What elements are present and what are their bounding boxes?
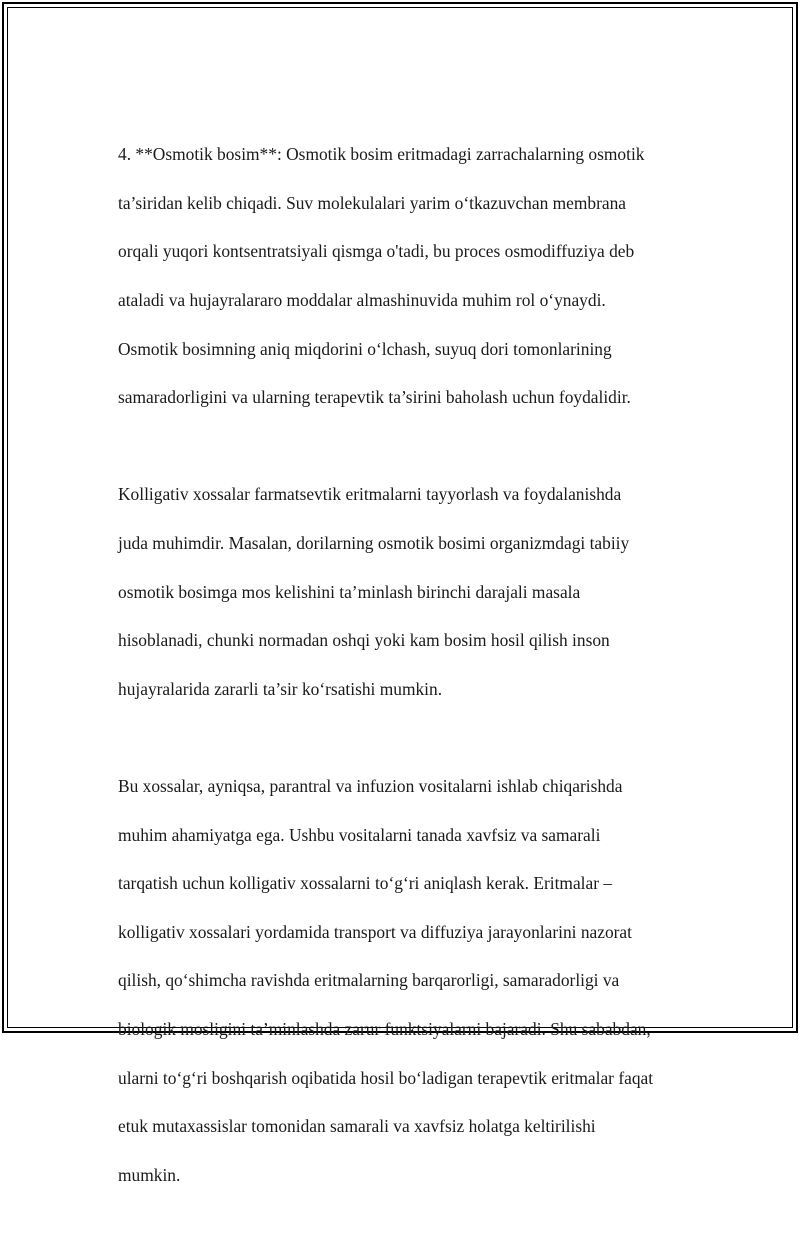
paragraph-osmotic-pressure	[118, 118, 688, 434]
text-line: ularni to‘g‘ri boshqarish oqibatida hosil bo‘ladigan terapevtik eritmalar faqat	[118, 1067, 654, 1088]
text-line: qilish, qo‘shimcha ravishda eritmalarning barqarorligi, samaradorligi va	[118, 970, 620, 991]
text-line: tarqatish uchun kolligativ xossalarni to‘g‘ri aniqlash kerak. Eritmalar –	[118, 873, 613, 894]
text-line: Kolligativ xossalar farmatsevtik eritmalarni tayyorlash va foydalanishda	[118, 484, 622, 505]
text-line: etuk mutaxassislar tomonidan samarali va xavfsiz holatga keltirilishi	[118, 1116, 596, 1137]
text-line: kolligativ xossalari yordamida transport va diffuziya jarayonlarini nazorat	[118, 921, 632, 942]
text-line: muhim ahamiyatga ega. Ushbu vositalarni tanada xavfsiz va samarali	[118, 824, 601, 845]
text-line: Bu xossalar, ayniqsa, parantral va infuzion vositalarni ishlab chiqarishda	[118, 776, 623, 797]
text-line: mumkin.	[118, 1164, 181, 1185]
text-line: ta’siridan kelib chiqadi. Suv molekulalari yarim o‘tkazuvchan membrana	[118, 192, 627, 213]
text-line: ataladi va hujayralararo moddalar almashinuvida muhim rol o‘ynaydi.	[118, 290, 606, 311]
text-line: biologik mosligini ta’minlashda zarur funktsiyalarni bajaradi. Shu sababdan,	[118, 1018, 651, 1039]
text-line: 4. **Osmotik bosim**: Osmotik bosim eritmadagi zarrachalarning osmotik	[118, 144, 645, 165]
paragraph-parenteral-infusion	[118, 750, 688, 1212]
text-line: juda muhimdir. Masalan, dorilarning osmotik bosimi organizmdagi tabiiy	[118, 533, 630, 554]
text-line: samaradorligini va ularning terapevtik ta’sirini baholash uchun foydalidir.	[118, 387, 631, 408]
text-line: hujayralarida zararli ta’sir ko‘rsatishi mumkin.	[118, 678, 443, 699]
paragraph-colligative-importance	[118, 458, 688, 725]
text-line: osmotik bosimga mos kelishini ta’minlash birinchi darajali masala	[118, 581, 581, 602]
document-body	[118, 118, 688, 1236]
text-line: Osmotik bosimning aniq miqdorini o‘lchash, suyuq dori tomonlarining	[118, 338, 612, 359]
text-line: orqali yuqori kontsentratsiyali qismga o'tadi, bu proces osmodiffuziya deb	[118, 241, 635, 262]
text-line: hisoblanadi, chunki normadan oshqi yoki kam bosim hosil qilish inson	[118, 630, 610, 651]
